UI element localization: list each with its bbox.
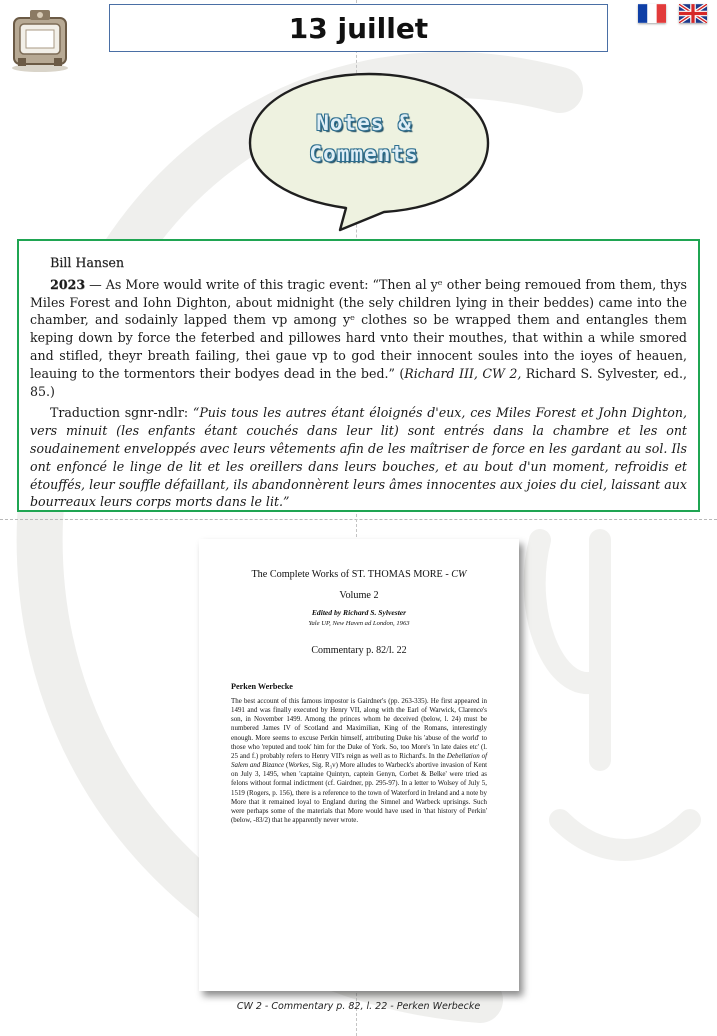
uk-flag-icon[interactable] (679, 4, 707, 23)
doc-body (231, 697, 487, 825)
doc-body-workes: Workes (288, 761, 309, 770)
horizontal-guide (0, 519, 717, 520)
site-logo (4, 4, 74, 74)
notes-comments-heading (244, 108, 484, 170)
doc-volume: Volume 2 (339, 590, 379, 601)
doc-body-work: Debellation of Salem and Bizance (231, 751, 488, 770)
doc-body-3: , Sig. R₃v) More alludes to Warbeck's abortive invasion of Kent on July 3, 1495, when 'captaine Quintyn, captein Genyn, Corbet & Belke' were tried as felons without formal indictment (cf. Gairdner, pp. 295-97). In a letter to Wolsey of July 5, 1519 (Rogers, p. 156), there is a reference to the town of Waterford in Ireland and a note by More that it remained loyal to England during the Simnel and Warbeck uprisings. Such were perhaps some of the materials that More would have used in 'that history of Perkin' (below, -83/2) that he apparently never wrote. (231, 761, 487, 825)
doc-body-1: The best account of this famous impostor is Gairdner's (pp. 263-335). He first appeared in 1491 and was finally executed by Henry VII, along with the Earl of Warwick, Clarence's son, in November 1499. Among the princes whom he deceived (below, l. 24) must be numbered James IV of Scotland and Maximilian, King of the Romans, interestingly enough. More seems to excuse Perkin himself, attributing Duke his 'abuse of the world' to those who 'reputed and took' him for the Duke of York. So, too More's 'in late daies etc' (l. 25 and f.) probably refers to Henry VII's reign as well as to Richard's. In the (231, 697, 487, 760)
heading-line-1: Notes & (316, 111, 412, 135)
note-box (17, 239, 700, 512)
page-title: 13 juillet (288, 11, 429, 45)
doc-heading: Perken Werbecke (231, 682, 293, 691)
doc-title-text: The Complete Works of ST. THOMAS MORE - (251, 569, 452, 580)
page-title-box (109, 4, 608, 52)
note-year: 2023 (50, 276, 86, 292)
quote-en-text: — As More would write of this tragic event: “Then al yᵉ other being remoued from them, thys Miles Forest and Iohn Dighton, about midnight (the sely children lying in their beddes) came into the chamber, and sodainly lapped them vp among yᵉ clothes so be wrapped them and entangles them keping down by force the feterbed and pillowes hard vnto their mouthes, that within a while smored and stifled, theyr breath failing, thei gaue vp to god their innocent soules into the ioyes of heauen, leauing to the tormentors their bodyes dead in the bed.” ( (30, 276, 687, 381)
doc-title-cw: CW (451, 569, 467, 580)
note-quote-en (30, 276, 687, 401)
translation-label: Traduction sgnr-ndlr: (50, 405, 193, 421)
doc-publisher: Yale UP, New Haven ad London, 1963 (308, 620, 410, 627)
doc-editor: Edited by Richard S. Sylvester (311, 608, 407, 617)
note-translation (30, 404, 687, 511)
doc-commentary: Commentary p. 82/l. 22 (311, 645, 407, 656)
quote-en-source: Richard III, CW 2, (404, 365, 522, 381)
doc-title (231, 569, 487, 580)
document-page (199, 539, 519, 991)
quote-en-suffix: Richard S. Sylvester, ed., 85.) (30, 365, 687, 399)
fr-flag-icon[interactable] (638, 4, 666, 23)
doc-body-2: ( (284, 761, 289, 770)
note-author: Bill Hansen (50, 255, 124, 270)
document-caption: CW 2 - Commentary p. 82, l. 22 - Perken Werbecke (236, 1001, 481, 1012)
translation-fr: “Puis tous les autres étant éloignés d'eux, ces Miles Forest et John Dighton, vers minuit (les enfants étant couchés dans leur lit) sont entrés dans la chambre et les ont soudainement enveloppés avec leurs vêtements afin de les maîtriser de force en les gardant au sol. Ils ont enfoncé le linge de lit et les oreillers dans leurs bouches, et au bout d'un moment, refroidis et étouffés, leur souffle défaillant, ils abandonnèrent leurs âmes innocentes aux joies du ciel, laissant aux bourreaux leurs corps morts dans le lit.” (30, 405, 687, 510)
heading-line-2: Comments (309, 142, 419, 166)
